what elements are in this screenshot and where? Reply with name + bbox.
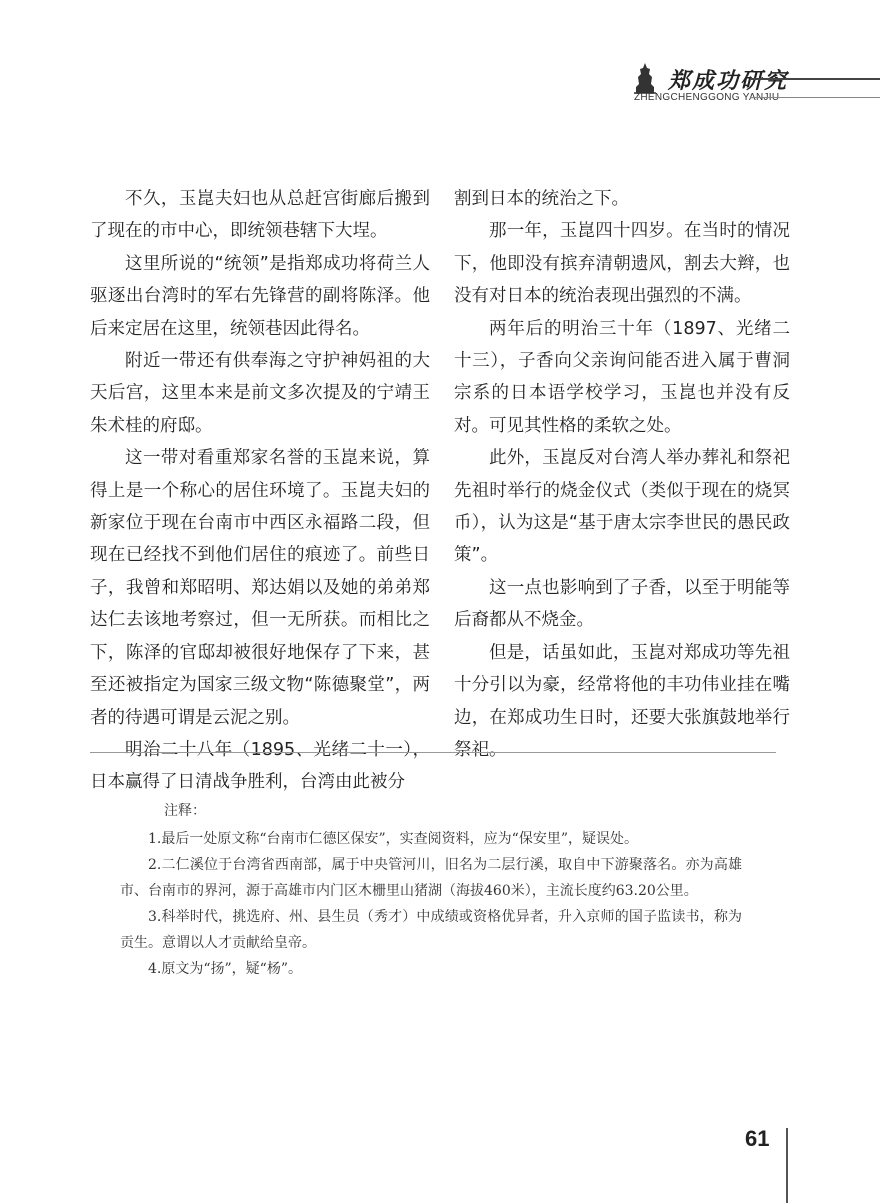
body-paragraph: 明治二十八年（1895、光绪二十一），日本赢得了日清战争胜利，台湾由此被分 [90,739,430,793]
header-rule [750,78,880,80]
body-paragraph: 这一点也影响到了子香，以至于明能等后裔都从不烧金。 [454,577,790,631]
page-number-bar [786,1128,788,1203]
running-header [620,50,880,110]
footnote-divider [90,752,776,753]
statue-logo-icon [632,62,658,94]
body-paragraph: 那一年，玉崑四十四岁。在当时的情况下，他即没有摈弃清朝遗风，割去大辫，也没有对日本的统治表现出强烈的不满。 [454,221,790,307]
body-paragraph: 这一带对看重郑家名誉的玉崑来说，算得上是一个称心的居住环境了。玉崑夫妇的新家位于现在台南市中西区永福路二段，但现在已经找不到他们居住的痕迹了。前些日子，我曾和郑昭明、郑达娟以及她的弟弟郑达仁去该地考察过，但一无所获。而相比之下，陈泽的官邸却被很好地保存了下来，甚至还被指定为国家三级文物“陈德聚堂”，两者的待遇可谓是云泥之别。 [90,448,430,728]
journal-subtitle: ZHENGCHENGGONG YANJIU [634,92,780,103]
body-paragraph: 两年后的明治三十年（1897、光绪二十三），子香向父亲询问能否进入属于曹洞宗系的日本语学校学习，玉崑也并没有反对。可见其性格的柔软之处。 [454,318,790,436]
notes-section [120,798,742,982]
page-number: 61 [745,1126,770,1151]
body-paragraph: 割到日本的统治之下。 [454,189,629,209]
body-paragraph: 这里所说的“统领”是指郑成功将荷兰人驱逐出台湾时的军右先锋营的副将陈泽。他后来定居在这里，统领巷因此得名。 [90,253,430,339]
note-item: 3.科举时代，挑选府、州、县生员（秀才）中成绩或资格优异者，升入京师的国子监读书，称为贡生。意谓以人才贡献给皇帝。 [120,909,742,951]
note-item: 2.二仁溪位于台湾省西南部，属于中央管河川，旧名为二层行溪，取自中下游聚落名。亦为高雄市、台南市的界河，源于高雄市内门区木栅里山猪湖（海拔460米），主流长度约63.20公里。 [120,857,742,899]
body-paragraph: 附近一带还有供奉海之守护神妈祖的大天后宫，这里本来是前文多次提及的宁靖王朱术桂的府邸。 [90,351,430,436]
note-item: 1.最后一处原文称“台南市仁德区保安”，实查阅资料，应为“保安里”，疑误处。 [148,831,638,847]
note-item: 4.原文为“扬”，疑“杨”。 [148,961,302,977]
body-paragraph: 但是，话虽如此，玉崑对郑成功等先祖十分引以为豪，经常将他的丰功伟业挂在嘴边，在郑成功生日时，还要大张旗鼓地举行祭祀。 [454,642,790,760]
right-text-column [454,183,790,766]
left-text-column [90,183,430,799]
header-rule-thin [750,97,880,98]
notes-heading: 注释： [164,803,206,819]
body-paragraph: 此外，玉崑反对台湾人举办葬礼和祭祀先祖时举行的烧金仪式（类似于现在的烧冥币），认为这是“基于唐太宗李世民的愚民政策”。 [454,448,790,566]
body-paragraph: 不久，玉崑夫妇也从总赶宫街廊后搬到了现在的市中心，即统领巷辖下大埕。 [90,189,430,242]
journal-title: 郑成功研究 [668,68,789,94]
